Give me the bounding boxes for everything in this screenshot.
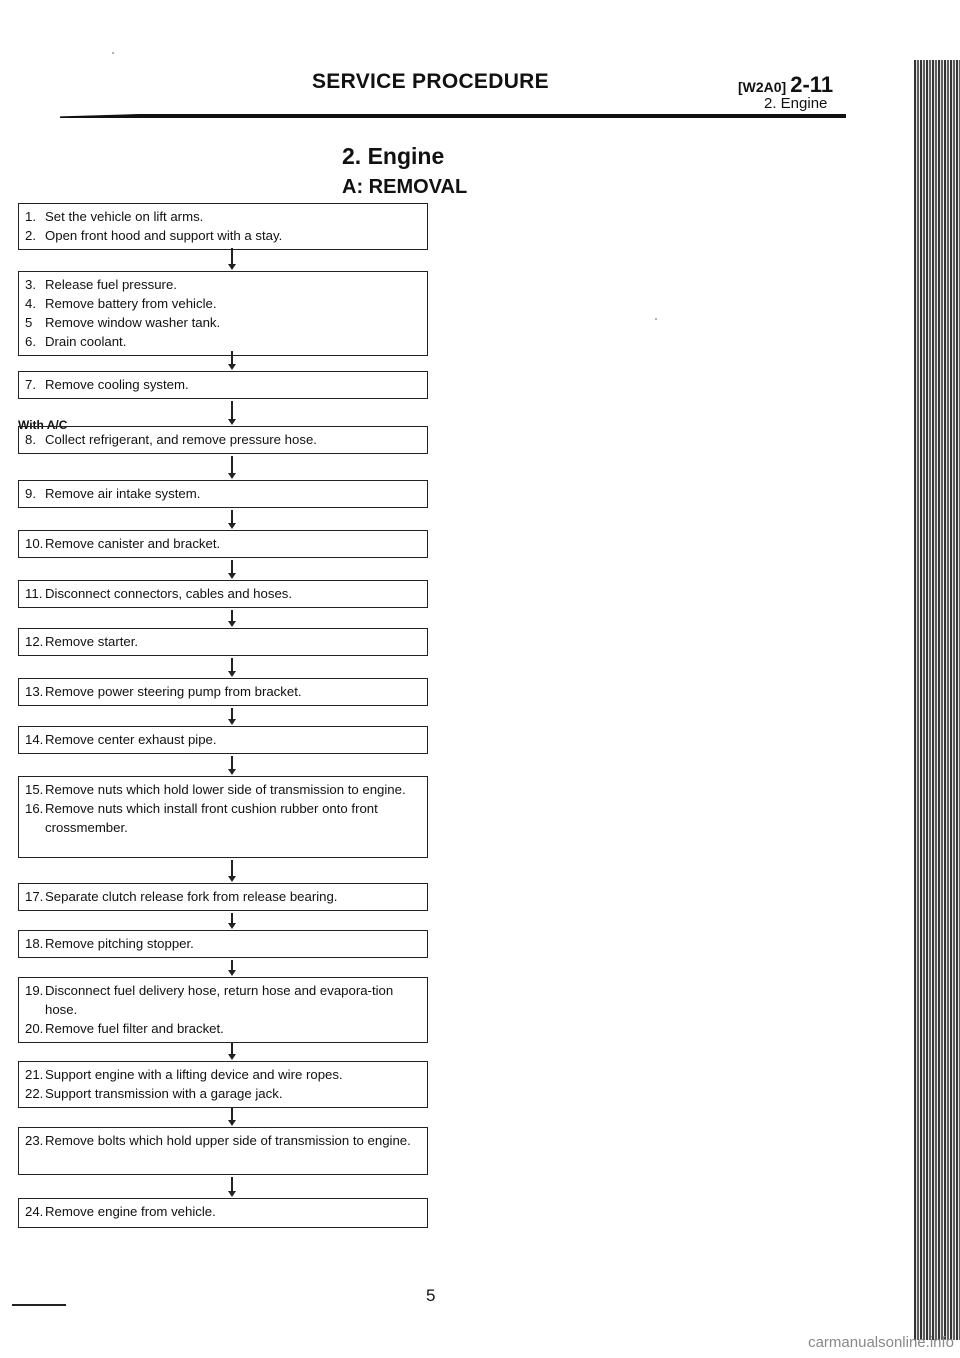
procedure-step-box (18, 883, 428, 911)
step-number: 8. (25, 432, 36, 447)
step-number: 7. (25, 377, 36, 392)
step-text: Set the vehicle on lift arms. (45, 209, 204, 224)
scan-edge-strip (914, 60, 960, 1340)
procedure-step (25, 484, 419, 503)
procedure-step (25, 1131, 419, 1150)
procedure-step-box (18, 371, 428, 399)
procedure-step-box (18, 977, 428, 1043)
step-text: Remove canister and bracket. (45, 536, 221, 551)
flow-arrow (231, 456, 233, 474)
flow-arrow (231, 658, 233, 672)
step-number: 12. (25, 634, 44, 649)
step-text: Remove nuts which install front cushion rubber onto front crossmember. (45, 801, 378, 835)
section-subtitle: A: REMOVAL (342, 176, 468, 198)
procedure-step (25, 730, 419, 749)
procedure-step-box (18, 776, 428, 858)
step-number: 13. (25, 684, 44, 699)
procedure-step (25, 632, 419, 651)
procedure-step (25, 332, 419, 351)
procedure-step-box (18, 271, 428, 356)
step-number: 10. (25, 536, 44, 551)
step-number: 19. (25, 983, 44, 998)
step-number: 2. (25, 228, 36, 243)
flow-arrow (231, 860, 233, 877)
step-number: 24. (25, 1204, 44, 1219)
section-title: 2. Engine (342, 143, 445, 169)
step-text: Support engine with a lifting device and wire ropes. (45, 1067, 343, 1082)
flow-arrow (231, 401, 233, 420)
step-text: Remove fuel filter and bracket. (45, 1021, 224, 1036)
procedure-step (25, 799, 419, 837)
corner-mark (12, 1304, 66, 1306)
step-number: 23. (25, 1133, 44, 1148)
step-text: Release fuel pressure. (45, 277, 177, 292)
step-number: 18. (25, 936, 44, 951)
procedure-step (25, 934, 419, 953)
procedure-step (25, 1065, 419, 1084)
step-number: 21. (25, 1067, 44, 1082)
step-text: Open front hood and support with a stay. (45, 228, 283, 243)
step-text: Remove air intake system. (45, 486, 201, 501)
procedure-step-box (18, 203, 428, 250)
procedure-step-box (18, 678, 428, 706)
step-text: Separate clutch release fork from release bearing. (45, 889, 338, 904)
flow-arrow (231, 960, 233, 971)
section-code-bracket: [W2A0] (738, 79, 787, 95)
procedure-step-box (18, 1061, 428, 1108)
flow-arrow (231, 248, 233, 265)
step-number: 15. (25, 782, 44, 797)
flow-arrow (231, 510, 233, 524)
procedure-step (25, 1202, 419, 1221)
step-text: Remove power steering pump from bracket. (45, 684, 302, 699)
step-text: Disconnect connectors, cables and hoses. (45, 586, 293, 601)
watermark: carmanualsonline.info (808, 1334, 954, 1351)
procedure-step (25, 981, 419, 1019)
flow-arrow (231, 1107, 233, 1121)
step-number: 16. (25, 801, 44, 816)
flow-arrow (231, 708, 233, 720)
step-number: 5 (25, 315, 33, 330)
step-number: 17. (25, 889, 44, 904)
page-header-title: SERVICE PROCEDURE (312, 70, 549, 93)
step-text: Remove center exhaust pipe. (45, 732, 217, 747)
procedure-step (25, 534, 419, 553)
procedure-step-box (18, 1198, 428, 1228)
procedure-step-box (18, 580, 428, 608)
procedure-step (25, 887, 419, 906)
step-number: 6. (25, 334, 36, 349)
procedure-step (25, 584, 419, 603)
step-text: Drain coolant. (45, 334, 127, 349)
step-number: 14. (25, 732, 44, 747)
page-number: 5 (426, 1286, 436, 1305)
step-number: 22. (25, 1086, 44, 1101)
procedure-step-box (18, 1127, 428, 1175)
flow-arrow (231, 1177, 233, 1192)
procedure-step (25, 294, 419, 313)
flow-arrow (231, 756, 233, 770)
scan-speck (112, 52, 114, 54)
flow-arrow (231, 610, 233, 622)
flow-arrow (231, 913, 233, 924)
flow-arrow (231, 560, 233, 574)
step-text: Remove cooling system. (45, 377, 189, 392)
procedure-step-box (18, 480, 428, 508)
procedure-step-box (18, 530, 428, 558)
procedure-step (25, 375, 419, 394)
procedure-step (25, 1084, 419, 1103)
flow-arrow (231, 1042, 233, 1055)
procedure-step (25, 430, 419, 449)
procedure-step-box (18, 426, 428, 454)
step-text: Collect refrigerant, and remove pressure hose. (45, 432, 317, 447)
step-text: Disconnect fuel delivery hose, return hose and evapora-tion hose. (45, 983, 394, 1017)
step-number: 3. (25, 277, 36, 292)
procedure-step-box (18, 628, 428, 656)
step-text: Remove nuts which hold lower side of transmission to engine. (45, 782, 406, 797)
scan-speck (655, 318, 657, 320)
step-text: Remove window washer tank. (45, 315, 221, 330)
procedure-step (25, 780, 419, 799)
procedure-step (25, 226, 419, 245)
step-text: Remove bolts which hold upper side of transmission to engine. (45, 1133, 411, 1148)
procedure-step (25, 1019, 419, 1038)
procedure-step (25, 207, 419, 226)
step-number: 11. (25, 586, 43, 601)
header-chapter: 2. Engine (764, 95, 828, 112)
header-rule (60, 114, 846, 118)
condition-label: With A/C (18, 418, 68, 432)
flow-arrow (231, 351, 233, 365)
step-number: 4. (25, 296, 36, 311)
step-text: Remove starter. (45, 634, 139, 649)
page-reference: 2-11 (790, 72, 834, 97)
procedure-step-box (18, 930, 428, 958)
procedure-step (25, 682, 419, 701)
procedure-step-box (18, 726, 428, 754)
step-text: Remove engine from vehicle. (45, 1204, 216, 1219)
step-text: Remove pitching stopper. (45, 936, 194, 951)
step-number: 9. (25, 486, 36, 501)
step-text: Remove battery from vehicle. (45, 296, 217, 311)
procedure-step (25, 275, 419, 294)
procedure-step (25, 313, 419, 332)
step-text: Support transmission with a garage jack. (45, 1086, 283, 1101)
step-number: 20. (25, 1021, 44, 1036)
step-number: 1. (25, 209, 36, 224)
